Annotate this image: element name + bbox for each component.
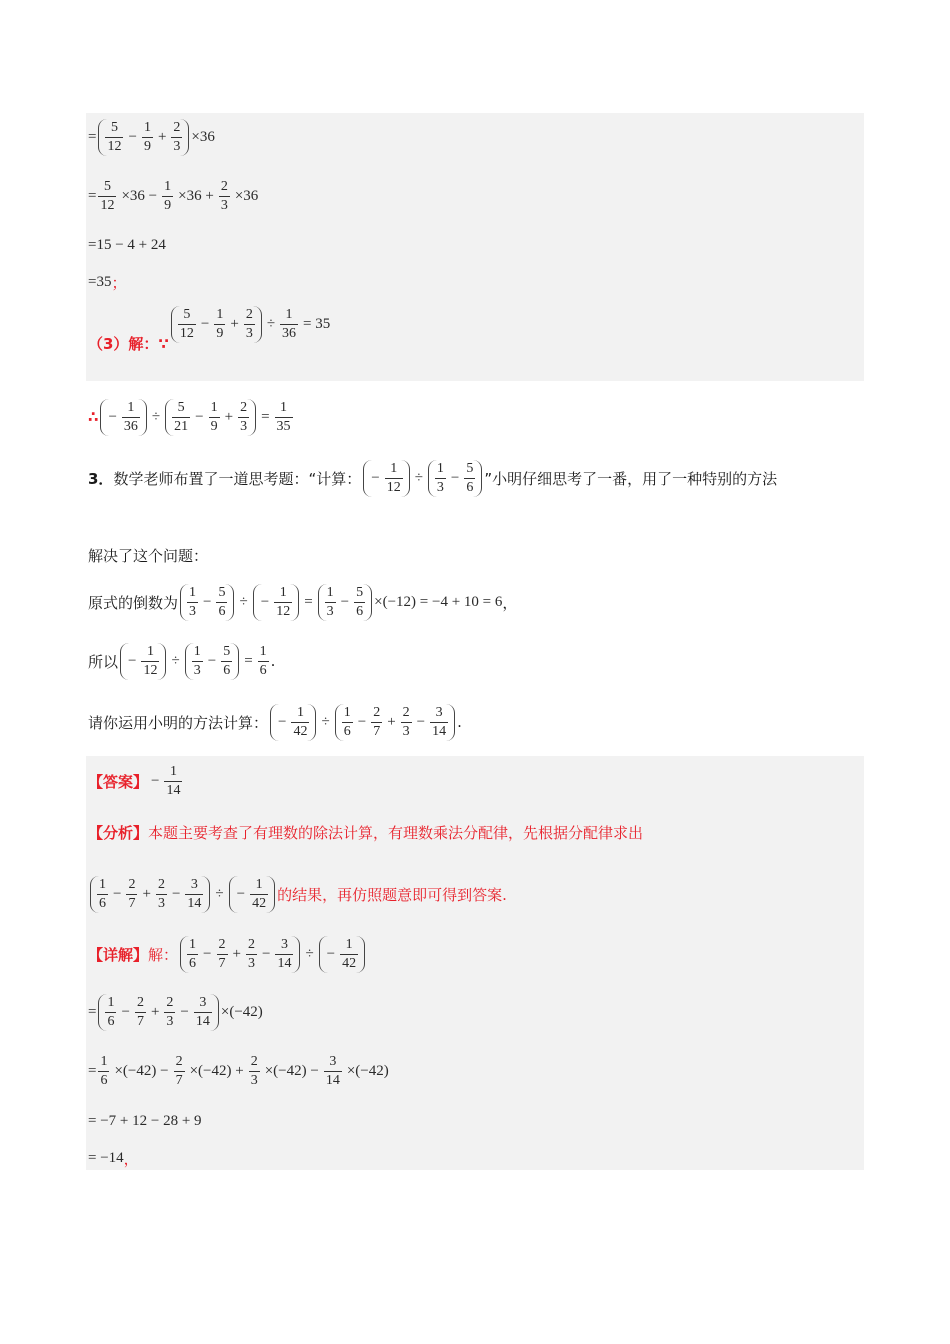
detail-label: 【详解】 [88,945,149,964]
part3-label: （3）解：∵ [88,335,169,353]
analysis-label: 【分析】 [88,823,149,842]
question-3-line-1: 3． 数学老师布置了一道思考题：“计算： − $\frac{1}{12}$ ÷ $\frac{1}{3}$ − $\frac{5}{6}$ ”小明仔细思考了一番，用了一种特别的方法 [88,460,778,495]
question-3-reciprocal-line: 原式的倒数为 $\frac{1}{3}$ − $\frac{5}{6}$ ÷ − $\frac{1}{12}$ = $\frac{1}{3}$ − $\frac{5}{6}$ ×(−12) = −4 + 10 = 6 ， [88,584,518,619]
solution-step-4: =35 ； [88,273,127,292]
solution-step-3: =15 − 4 + 24 [88,236,166,253]
detail-line-3: = $\frac{1}{6}$ ×(−42) − $\frac{2}{7}$ ×(−42) + $\frac{2}{3}$ ×(−42) − $\frac{3}{14}$ ×(−42) [88,1053,389,1088]
therefore-line: ∴ − $\frac{1}{36}$ ÷ $\frac{5}{21}$ − $\frac{1}{9}$ + $\frac{2}{3}$ = $\frac{1}{35}$ [88,399,291,434]
question-3-task-line: 请你运用小明的方法计算： − $\frac{1}{42}$ ÷ $\frac{1}{6}$ − $\frac{2}{7}$ + $\frac{2}{3}$ − $\frac{3}{14}$ . [88,704,462,739]
analysis-line-2: $\frac{1}{6}$ − $\frac{2}{7}$ + $\frac{2}{3}$ − $\frac{3}{14}$ ÷ − $\frac{1}{42}$ 的结果，再仿照题意即可得到答案. [88,872,507,916]
question-number: 3． [88,469,114,488]
question-3-line-2: 解决了这个问题： [88,546,209,565]
part3-solution: （3）解：∵ $\frac{5}{12}$ − $\frac{1}{9}$ + $\frac{2}{3}$ ÷ $\frac{1}{36}$ = 35 [88,307,331,353]
analysis-line-1: 【分析】 本题主要考查了有理数的除法计算，有理数乘法分配律，先根据分配律求出 [88,823,644,842]
solution-step-1: = $\frac{5}{12}$ − $\frac{1}{9}$ + $\frac{2}{3}$ ×36 [88,119,215,154]
answer-line: 【答案】 − $\frac{1}{14}$ [88,763,181,798]
detail-line-4: = −7 + 12 − 28 + 9 [88,1112,202,1129]
answer-label: 【答案】 [88,772,149,791]
detail-line-5: = −14 ， [88,1149,139,1168]
detail-line-2: = $\frac{1}{6}$ − $\frac{2}{7}$ + $\frac{2}{3}$ − $\frac{3}{14}$ ×(−42) [88,994,263,1029]
detail-line-1: 【详解】 解： $\frac{1}{6}$ − $\frac{2}{7}$ + $\frac{2}{3}$ − $\frac{3}{14}$ ÷ − $\frac{1}{42}$ [88,932,367,976]
solution-step-2: = $\frac{5}{12}$ ×36 − $\frac{1}{9}$ ×36 + $\frac{2}{3}$ ×36 [88,178,259,213]
question-3-so-line: 所以 − $\frac{1}{12}$ ÷ $\frac{1}{3}$ − $\frac{5}{6}$ = $\frac{1}{6}$ . [88,643,276,678]
